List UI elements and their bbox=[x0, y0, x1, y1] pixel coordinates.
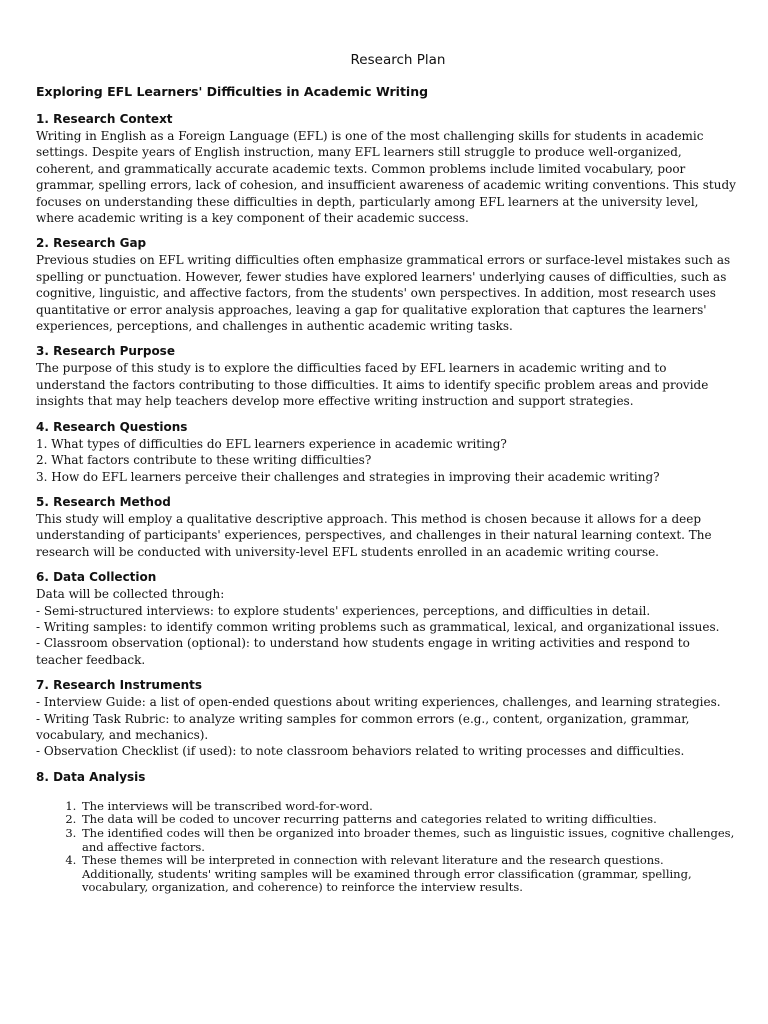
instrument-line: - Interview Guide: a list of open-ended questions about writing experiences, challenges, and learning strategies. bbox=[36, 695, 721, 710]
section-heading: 3. Research Purpose bbox=[36, 344, 175, 359]
collection-line: - Classroom observation (optional): to understand how students engage in writing activities and respond to teacher feedback. bbox=[36, 636, 690, 667]
section-research-gap bbox=[36, 235, 736, 334]
section-heading: 5. Research Method bbox=[36, 494, 171, 509]
instrument-line: - Observation Checklist (if used): to note classroom behaviors related to writing processes and difficulties. bbox=[36, 744, 685, 759]
page-title: Research Plan bbox=[350, 52, 446, 68]
instrument-line: - Writing Task Rubric: to analyze writing samples for common errors (e.g., content, organization, grammar, vocabulary, and mechanics). bbox=[36, 711, 690, 742]
section-research-context bbox=[36, 111, 736, 226]
list-item: 2. The data will be coded to uncover recurring patterns and categories related to writing difficulties. bbox=[80, 813, 736, 827]
section-paragraph: The purpose of this study is to explore the difficulties faced by EFL learners in academic writing and to understand the factors contributing to those difficulties. It aims to identify specific problem areas and provide insights that may help teachers develop more effective writing instruction and support strategies. bbox=[36, 361, 709, 409]
collection-line: Data will be collected through: bbox=[36, 587, 225, 602]
collection-line: - Semi-structured interviews: to explore students' experiences, perceptions, and difficulties in detail. bbox=[36, 603, 651, 618]
question-line: 1. What types of difficulties do EFL learners experience in academic writing? bbox=[36, 436, 507, 451]
analysis-list bbox=[36, 800, 736, 895]
section-research-method bbox=[36, 494, 736, 560]
list-item: 3. The identified codes will then be organized into broader themes, such as linguistic issues, cognitive challenges, and affective factors. bbox=[80, 827, 736, 854]
page-subtitle: Exploring EFL Learners' Difficulties in Academic Writing bbox=[36, 84, 429, 99]
section-heading: 6. Data Collection bbox=[36, 570, 157, 585]
collection-line: - Writing samples: to identify common writing problems such as grammatical, lexical, and organizational issues. bbox=[36, 619, 720, 634]
section-heading: 4. Research Questions bbox=[36, 419, 188, 434]
section-paragraph: Previous studies on EFL writing difficulties often emphasize grammatical errors or surface-level mistakes such as spelling or punctuation. However, fewer studies have explored learners' underlying causes of difficulties, such as cognitive, linguistic, and affective factors, from the students' own perspectives. In addition, most research uses quantitative or error analysis approaches, leaving a gap for qualitative exploration that captures the learners' experiences, perceptions, and challenges in authentic academic writing tasks. bbox=[36, 253, 731, 334]
section-heading: 8. Data Analysis bbox=[36, 769, 146, 784]
section-data-collection bbox=[36, 569, 736, 668]
section-data-analysis bbox=[36, 769, 736, 895]
question-line: 2. What factors contribute to these writing difficulties? bbox=[36, 453, 372, 468]
section-research-purpose bbox=[36, 343, 736, 409]
section-heading: 2. Research Gap bbox=[36, 236, 147, 251]
section-research-questions bbox=[36, 419, 736, 485]
document-page bbox=[36, 52, 736, 904]
section-paragraph: This study will employ a qualitative descriptive approach. This method is chosen because it allows for a deep understanding of participants' experiences, perspectives, and challenges in their natural learning context. The research will be conducted with university-level EFL students enrolled in an academic writing course. bbox=[36, 511, 712, 559]
list-item: 1. The interviews will be transcribed word-for-word. bbox=[80, 800, 736, 814]
list-item: 4. These themes will be interpreted in connection with relevant literature and the research questions. Additionally, students' writing samples will be examined through error classification (grammar, spelling, vocabulary, organization, and coherence) to reinforce the interview results. bbox=[80, 854, 736, 895]
question-line: 3. How do EFL learners perceive their challenges and strategies in improving their academic writing? bbox=[36, 469, 660, 484]
section-research-instruments bbox=[36, 677, 736, 760]
section-paragraph: Writing in English as a Foreign Language (EFL) is one of the most challenging skills for students in academic settings. Despite years of English instruction, many EFL learners still struggle to produce well-organized, coherent, and grammatically accurate academic texts. Common problems include limited vocabulary, poor grammar, spelling errors, lack of cohesion, and insufficient awareness of academic writing conventions. This study focuses on understanding these difficulties in depth, particularly among EFL learners at the university level, where academic writing is a key component of their academic success. bbox=[36, 129, 736, 226]
section-heading: 1. Research Context bbox=[36, 112, 173, 126]
section-heading: 7. Research Instruments bbox=[36, 678, 203, 693]
